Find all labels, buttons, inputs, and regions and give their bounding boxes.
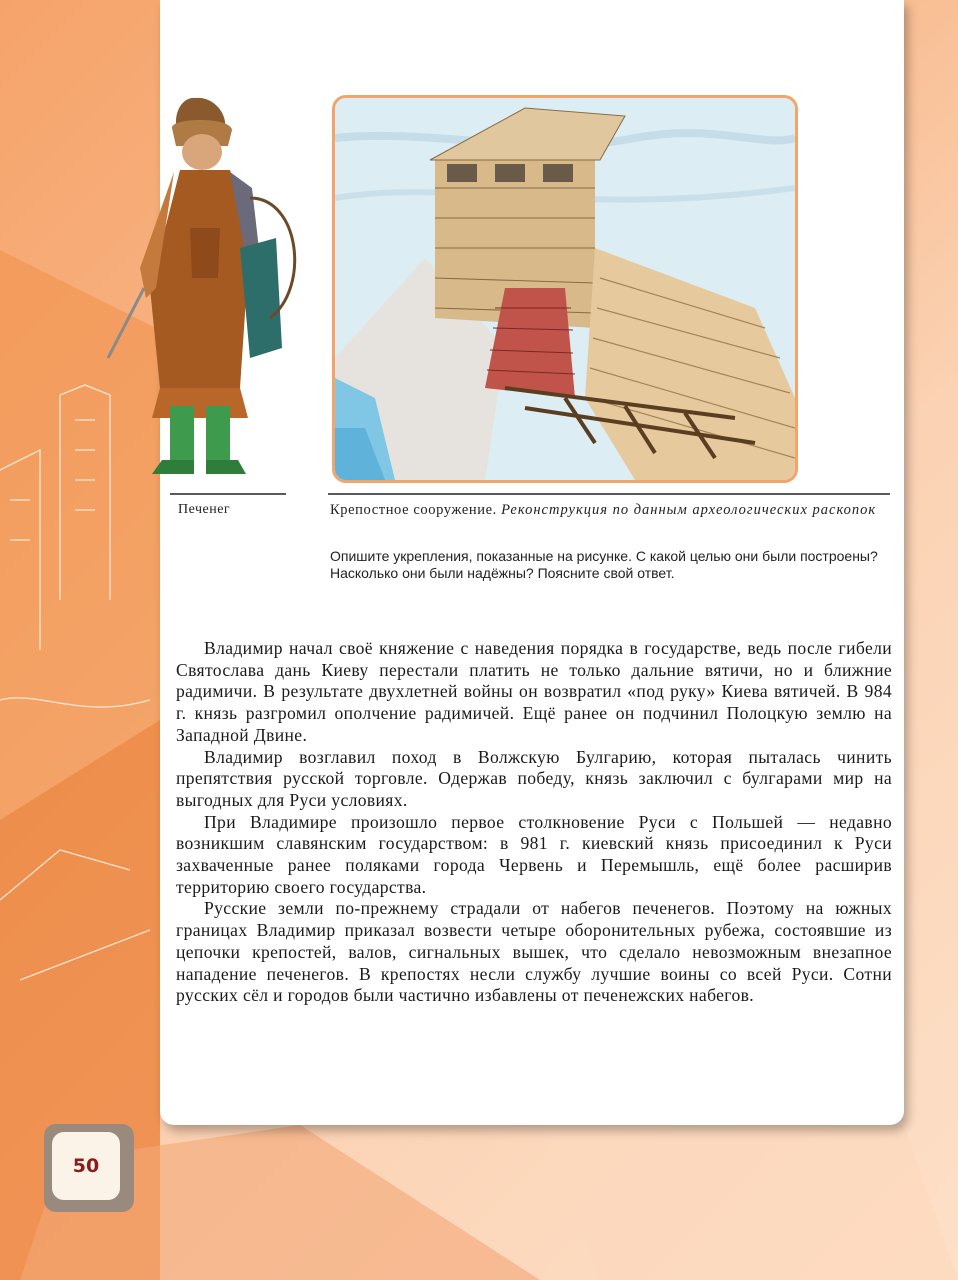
caption-rule-left [170, 493, 286, 495]
page-number-badge [44, 1124, 134, 1212]
caption-rule-right [328, 493, 890, 495]
main-text [176, 638, 892, 1007]
warrior-caption: Печенег [178, 502, 231, 517]
paragraph: Владимир возглавил поход в Волжскую Булгарию, которая пыталась чинить препятствия русской торговле. Одержав победу, князь заключил с булгарами мир на выгодных для Руси условиях. [176, 746, 892, 810]
paragraph: Владимир начал своё княжение с наведения порядка в государстве, ведь после гибели Святослава дань Киеву перестали платить не только дальние вятичи, но и ближние радимичи. В результате двухлетней войны он возвратил «под руку» Киева вятичей. В 984 г. князь разгромил ополчение радимичей. Ещё ранее он подчинил Полоцкую землю на Западной Двине. [176, 638, 892, 745]
fortress-caption-italic: Реконструкция по данным археологических раскопок [501, 502, 877, 518]
fortress-caption-title: Крепостное сооружение. [330, 502, 497, 518]
fortress-caption [330, 502, 890, 519]
paragraph: При Владимире произошло первое столкновение Руси с Польшей — недавно возникшим славянским государством: в 981 г. киевский князь присоединил к Руси захваченные ранее поляками города Червень и Перемышль, ещё более расширив территорию своего государства. [176, 811, 892, 897]
pecheneg-warrior-illustration [100, 88, 310, 488]
page-number: 50 [52, 1132, 120, 1200]
paragraph: Русские земли по-прежнему страдали от набегов печенегов. Поэтому на южных границах Владимир приказал возвести четыре оборонительных рубежа, состоявшие из цепочки крепостей, валов, сигнальных вышек, что сделало невозможным внезапное нападение печенегов. В крепостях несли службу лучшие воины со всей Руси. Сотни русских сёл и городов были частично избавлены от печенежских набегов. [176, 898, 892, 1006]
fortress-illustration [332, 95, 798, 483]
fortress-question: Опишите укрепления, показанные на рисунке. С какой целью они были построены? Насколько они были надёжны? Поясните свой ответ. [330, 548, 878, 581]
